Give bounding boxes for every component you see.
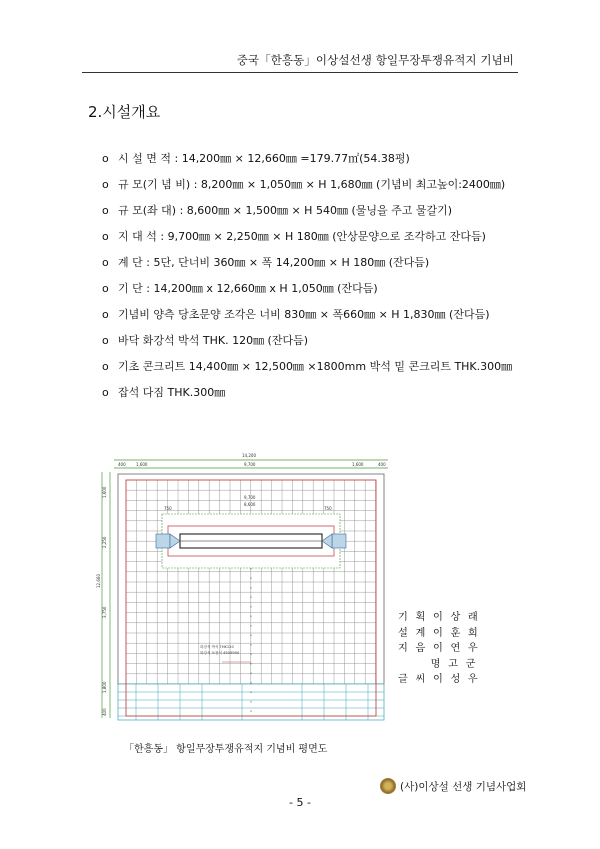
site-plan-drawing — [96, 448, 396, 728]
bullet-mark: o — [102, 256, 109, 269]
bullet-mark: o — [102, 334, 109, 347]
emblem-icon — [380, 778, 396, 794]
dim-left-total: 12,660 — [96, 574, 101, 588]
note-paving-size: 화강석 포장석 450X900 — [200, 651, 240, 655]
header-title: 중국「한흥동」이상설선생 항일무장투쟁유적지 기념비 — [236, 53, 514, 67]
bullet-mark: o — [102, 230, 109, 243]
list-item-text: 계 단 : 5단, 단너비 360㎜ × 폭 14,200㎜ × H 180㎜ (잔다듬) — [118, 256, 430, 269]
list-item — [102, 254, 512, 280]
bullet-mark: o — [102, 386, 109, 399]
header-rule — [82, 72, 518, 73]
list-item-text: 기초 콘크리트 14,400㎜ × 12,500㎜ ×1800mm 박석 밑 콘크리트 THK.300㎜ — [118, 360, 513, 373]
dim-top-right-margin: 400 — [378, 462, 386, 467]
credit-writing: 지 음 이 연 우 — [398, 643, 480, 654]
page-number: - 5 - — [289, 796, 311, 809]
dim-top-right-step: 1,600 — [352, 462, 364, 467]
section-heading: 2.시설개요 — [88, 103, 161, 121]
list-item — [102, 306, 512, 332]
list-item-text: 기 단 : 14,200㎜ x 12,660㎜ x H 1,050㎜ (잔다듬) — [118, 282, 378, 295]
credit-writing-2: 명 고 군 — [398, 658, 478, 670]
dim-left-bottom-margin: 400 — [102, 708, 107, 716]
list-item — [102, 384, 512, 410]
dim-top-left-step: 1,600 — [136, 462, 148, 467]
credit-calligraphy: 글 씨 이 성 우 — [398, 674, 480, 685]
dim-top-left-margin: 400 — [118, 462, 126, 467]
list-item-text: 지 대 석 : 9,700㎜ × 2,250㎜ × H 180㎜ (안상문양으로 조각하고 잔다듬) — [118, 230, 486, 243]
list-item-text: 잡석 다짐 THK.300㎜ — [118, 386, 226, 399]
dim-left-offset: 750 — [164, 506, 172, 511]
list-item-text: 규 모(좌 대) : 8,600㎜ × 1,500㎜ × H 540㎜ (물닝을 주고 물갈기) — [118, 204, 453, 217]
credits-block — [398, 610, 480, 688]
organization-name: (사)이상설 선생 기념사업회 — [400, 780, 527, 793]
dim-left-mid: 3,750 — [102, 606, 107, 618]
dim-top-total: 14,200 — [242, 453, 256, 458]
dim-left-bottom-step: 1,800 — [102, 681, 107, 693]
dim-pedestal-width: 8,600 — [244, 502, 256, 507]
facility-spec-list — [102, 150, 512, 410]
list-item-text: 규 모(기 념 비) : 8,200㎜ × 1,050㎜ × H 1,680㎜ (기념비 최고높이:2400㎜) — [118, 178, 506, 191]
list-item-text: 시 설 면 적 : 14,200㎜ × 12,660㎜ =179.77㎡(54.38평) — [118, 152, 410, 165]
list-item-text: 바닥 화강석 박석 THK. 120㎜ (잔다듬) — [118, 334, 309, 347]
credit-planning: 기 획 이 상 래 — [398, 612, 480, 623]
dim-base-width: 9,700 — [244, 495, 256, 500]
footer-organization — [380, 778, 526, 794]
list-item — [102, 202, 512, 228]
list-item — [102, 150, 512, 176]
list-item-text: 기념비 양측 당초문양 조각은 너비 830㎜ × 폭660㎜ × H 1,830㎜ (잔다듬) — [118, 308, 490, 321]
list-item — [102, 228, 512, 254]
list-item — [102, 332, 512, 358]
dim-left-top-step: 1,600 — [102, 486, 107, 498]
list-item — [102, 280, 512, 306]
list-item — [102, 358, 512, 384]
credit-design: 설 계 이 훈 희 — [398, 627, 480, 639]
dim-top-base: 9,700 — [244, 462, 256, 467]
bullet-mark: o — [102, 152, 109, 165]
bullet-mark: o — [102, 178, 109, 191]
note-paving-thickness: 화강석 박석 THK120 — [200, 645, 234, 649]
bullet-mark: o — [102, 204, 109, 217]
dim-left-base: 2,250 — [102, 536, 107, 548]
list-item — [102, 176, 512, 202]
bullet-mark: o — [102, 360, 109, 373]
dim-right-offset: 750 — [324, 506, 332, 511]
bullet-mark: o — [102, 308, 109, 321]
bullet-mark: o — [102, 282, 109, 295]
plan-caption: 「한흥동」 항일무장투쟁유적지 기념비 평면도 — [124, 744, 328, 755]
